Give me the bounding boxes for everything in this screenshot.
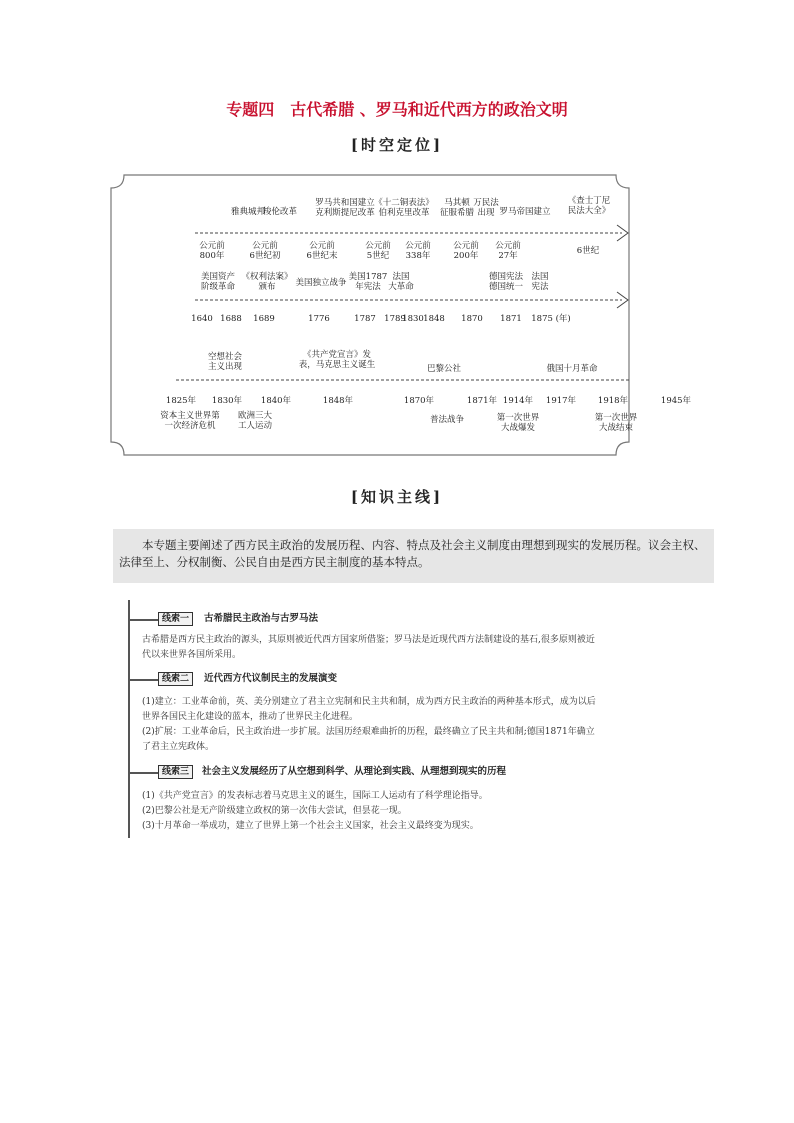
thread2-line: 了君主立宪政体。 [142,742,215,752]
date-1945: 1945年 [660,396,692,406]
event-utopian-socialism: 空想社会 主义出现 [207,352,243,372]
date-1825: 1825年 [165,396,197,406]
thread-body-3 [142,789,712,834]
thread-tag-3: 线索三 [158,765,193,779]
event-bill-of-rights: 《权利法案》 颁布 [241,272,293,292]
date-1870: 1870 [461,314,483,324]
thread2-line: (1)建立：工业革命前，英、美分别建立了君主立宪制和民主共和制，成为西方民主政治的两种基本形式，成为以后 [142,697,596,707]
event-ww1-end: 第一次世界 大战结束 [594,413,638,433]
event-solon: 梭伦改革 [262,207,298,217]
date-1871: 1871 [500,314,522,324]
event-economic-crisis: 资本主义世界第 一次经济危机 [160,411,220,431]
thread3-line: (2)巴黎公社是无产阶级建立政权的第一次伟大尝试，但昙花一现。 [142,806,407,816]
thread3-line: (1)《共产党宣言》的发表标志着马克思主义的诞生，国际工人运动有了科学理论指导。 [142,791,488,801]
date-1689: 1689 [253,314,275,324]
thread-title-2: 近代西方代议制民主的发展演变 [204,673,338,684]
date-1848: 1848 [423,314,445,324]
knowledge-threads [128,600,718,840]
section-heading-timeline: [时空定位] [350,136,444,154]
thread-tag-2: 线索二 [158,672,193,686]
thread-connector [128,772,158,774]
date-6c: 6世纪 [576,246,600,256]
event-macedon: 马其顿 征服希腊 [439,198,475,218]
date-1848-r3: 1848年 [322,396,354,406]
date-1787: 1787 [354,314,376,324]
date-1640: 1640 [191,314,213,324]
date-1914: 1914年 [502,396,534,406]
thread1-line: 代以来世界各国所采用。 [142,650,242,660]
thread-tag-1: 线索一 [158,612,193,626]
summary-box [113,529,714,583]
thread-body-1 [142,633,712,663]
date-1875: 1875 (年) [531,314,571,324]
thread-body-2 [142,695,712,755]
event-us-constitution: 美国1787 年宪法 [348,272,388,292]
event-german-constitution: 德国宪法 德国统一 [488,272,524,292]
date-1776: 1776 [308,314,330,324]
date-1918: 1918年 [597,396,629,406]
section-heading-knowledge: [知识主线] [350,488,444,506]
date-200bc: 公元前 200年 [453,241,479,261]
event-athens: 雅典城邦 [230,207,266,217]
event-october-revolution: 俄国十月革命 [546,364,598,374]
date-27bc: 公元前 27年 [495,241,521,261]
date-1917: 1917年 [545,396,577,406]
date-1830-r3: 1830年 [211,396,243,406]
event-french-revolution: 法国 大革命 [388,272,414,292]
thread2-line: (2)扩展：工业革命后，民主政治进一步扩展。法国历经艰难曲折的历程，最终确立了民主共和制;德国1871年确立 [142,727,595,737]
date-1688: 1688 [220,314,242,324]
thread3-line: (3)十月革命一举成功，建立了世界上第一个社会主义国家，社会主义最终变为现实。 [142,821,479,831]
date-338bc: 公元前 338年 [405,241,431,261]
event-jus-gentium: 万民法 出现 [473,198,499,218]
event-workers-movement: 欧洲三大 工人运动 [237,411,273,431]
event-justinian-code: 《查士丁尼 民法大全》 [567,196,611,216]
event-roman-empire: 罗马帝国建立 [499,207,551,217]
date-1830: 1830 [402,314,424,324]
thread-connector [128,679,158,681]
event-paris-commune: 巴黎公社 [426,364,462,374]
timeline-panel [110,174,692,456]
event-twelve-tables: 《十二铜表法》 伯利克里改革 [374,198,434,218]
date-800bc: 公元前 800年 [199,241,225,261]
thread-vertical-line [128,600,130,838]
thread1-line: 古希腊是西方民主政治的源头，其原则被近代西方国家所借鉴；罗马法是近现代西方法制建设的基石,很多原则被近 [142,635,595,645]
event-franco-prussian-war: 普法战争 [429,415,465,425]
date-1789: 1789 [384,314,406,324]
thread-title-1: 古希腊民主政治与古罗马法 [204,613,319,624]
event-ww1-begin: 第一次世界 大战爆发 [496,413,540,433]
thread-connector [128,619,158,621]
event-american-independence: 美国独立战争 [295,278,347,288]
date-1870-r3: 1870年 [403,396,435,406]
thread2-line: 世界各国民主化建设的蓝本，推动了世界民主化进程。 [142,712,359,722]
document-title: 专题四 古代希腊 、罗马和近代西方的政治文明 [226,100,568,119]
event-french-constitution: 法国 宪法 [531,272,549,292]
thread-title-3: 社会主义发展经历了从空想到科学、从理论到实践、从理想到现实的历程 [202,766,507,777]
date-1840: 1840年 [260,396,292,406]
event-roman-republic: 罗马共和国建立 克利斯提尼改革 [315,198,375,218]
date-6c-early: 公元前 6世纪初 [249,241,281,261]
event-english-revolution: 美国资产 阶级革命 [200,272,236,292]
event-communist-manifesto: 《共产党宣言》发 表，马克思主义诞生 [298,350,376,370]
summary-text: 本专题主要阐述了西方民主政治的发展历程、内容、特点及社会主义制度由理想到现实的发展历程。议会主权、法律至上、分权制衡、公民自由是西方民主制度的基本特点。 [119,538,706,569]
date-5c: 公元前 5世纪 [365,241,391,261]
date-6c-late: 公元前 6世纪末 [306,241,338,261]
date-1871-r3: 1871年 [466,396,498,406]
